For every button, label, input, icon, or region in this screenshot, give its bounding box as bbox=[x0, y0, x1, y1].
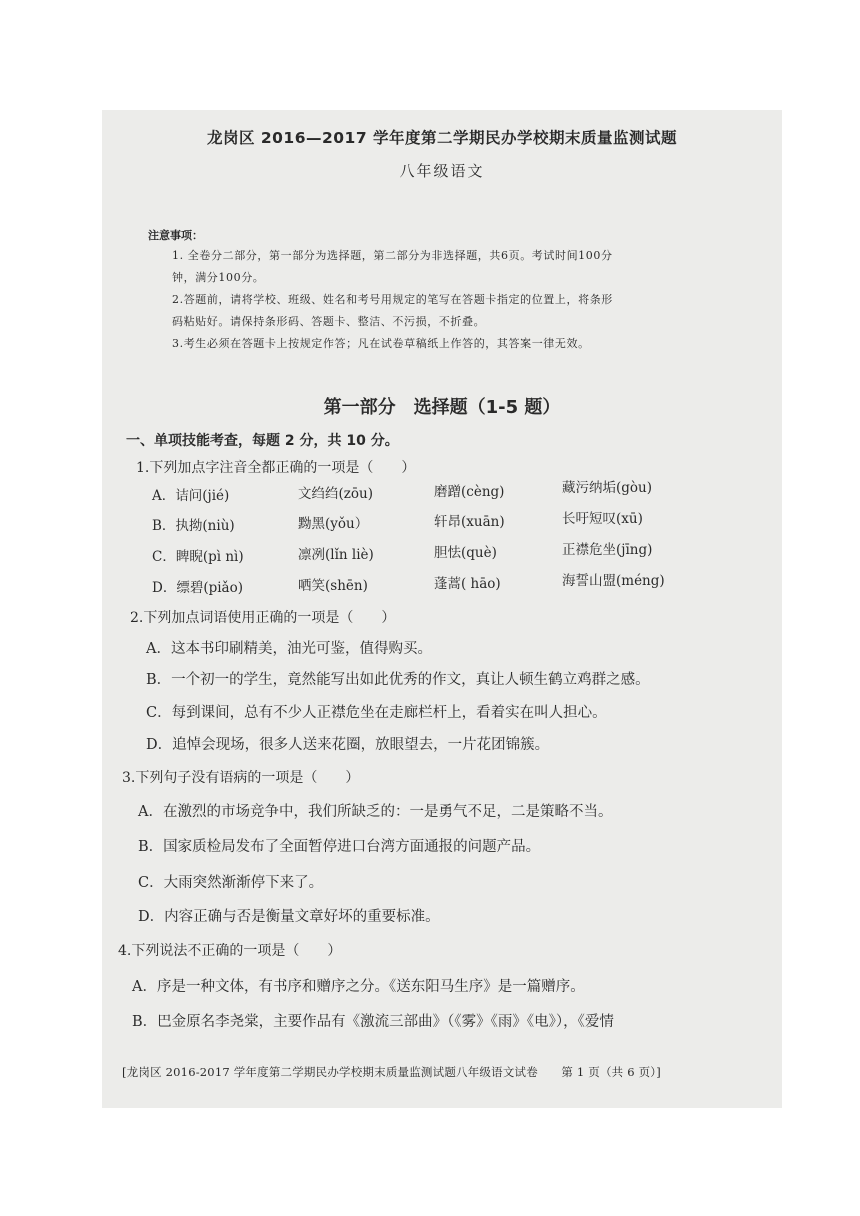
q1-option-cell: 黝黑(yǒu） bbox=[298, 516, 369, 532]
q1-option-cell: 轩昂(xuān) bbox=[434, 514, 505, 530]
note-line: 2.答题前，请将学校、班级、姓名和考号用规定的笔写在答题卡指定的位置上，将条形 bbox=[172, 293, 613, 306]
note-line: 钟，满分100分。 bbox=[172, 271, 265, 284]
exam-title: 龙岗区 2016—2017 学年度第二学期民办学校期末质量监测试题 bbox=[206, 129, 678, 147]
q1-option-cell: 文绉绉(zōu) bbox=[298, 486, 373, 502]
q1-option-cell: A．诘问(jié) bbox=[152, 488, 230, 504]
q2-option: D．追悼会现场，很多人送来花圈，放眼望去，一片花团锦簇。 bbox=[146, 737, 550, 753]
q1-option-cell: 蓬蒿( hāo) bbox=[434, 576, 501, 592]
question-3-stem: 3.下列句子没有语病的一项是（ ） bbox=[122, 770, 360, 786]
section-title: 一、单项技能考查，每题 2 分，共 10 分。 bbox=[126, 433, 399, 449]
note-line: 码粘贴好。请保持条形码、答题卡、整洁、不污损，不折叠。 bbox=[172, 315, 486, 328]
q1-option-cell: 凛冽(lǐn liè) bbox=[298, 547, 374, 563]
exam-subtitle: 八年级语文 bbox=[399, 162, 485, 180]
question-1-stem: 1.下列加点字注音全都正确的一项是（ ） bbox=[136, 460, 416, 476]
q1-option-cell: 藏污纳垢(gòu) bbox=[562, 480, 652, 496]
q3-option: C．大雨突然渐渐停下来了。 bbox=[138, 875, 324, 891]
page-footer: [龙岗区 2016-2017 学年度第二学期民办学校期末质量监测试题八年级语文试卷 第 1 页（共 6 页）] bbox=[122, 1065, 661, 1079]
note-line: 1. 全卷分二部分，第一部分为选择题，第二部分为非选择题，共6页。考试时间100分 bbox=[172, 249, 613, 262]
q1-option-cell: C．睥睨(pì nì) bbox=[152, 549, 244, 565]
q4-option: A．序是一种文体，有书序和赠序之分。《送东阳马生序》是一篇赠序。 bbox=[132, 979, 585, 995]
q1-option-cell: 磨蹭(cèng) bbox=[434, 484, 505, 500]
q1-option-cell: 海誓山盟(méng) bbox=[562, 573, 665, 589]
q1-option-cell: 胆怯(què) bbox=[434, 545, 497, 561]
exam-page bbox=[102, 110, 782, 1108]
question-4-stem: 4.下列说法不正确的一项是（ ） bbox=[118, 943, 342, 959]
q4-option: B．巴金原名李尧棠，主要作品有《激流三部曲》（《雾》《雨》《电》），《爱情 bbox=[132, 1014, 614, 1030]
q1-option-cell: B．执拗(niù) bbox=[152, 518, 235, 534]
q1-option-cell: 哂笑(shēn) bbox=[298, 578, 368, 594]
q2-option: A．这本书印刷精美，油光可鉴，值得购买。 bbox=[146, 641, 432, 657]
q2-option: B．一个初一的学生，竟然能写出如此优秀的作文，真让人顿生鹤立鸡群之感。 bbox=[146, 672, 650, 688]
note-line: 3.考生必须在答题卡上按规定作答；凡在试卷草稿纸上作答的，其答案一律无效。 bbox=[172, 337, 590, 350]
q3-option: A．在激烈的市场竞争中，我们所缺乏的：一是勇气不足，二是策略不当。 bbox=[138, 804, 613, 820]
question-2-stem: 2.下列加点词语使用正确的一项是（ ） bbox=[130, 610, 396, 626]
q3-option: B．国家质检局发布了全面暂停进口台湾方面通报的问题产品。 bbox=[138, 839, 541, 855]
q1-option-cell: D．缥碧(piǎo) bbox=[152, 580, 243, 596]
q2-option: C．每到课间，总有不少人正襟危坐在走廊栏杆上，看着实在叫人担心。 bbox=[146, 705, 607, 721]
q1-option-cell: 正襟危坐(jīng) bbox=[562, 542, 653, 558]
part-title: 第一部分 选择题（1-5 题） bbox=[323, 397, 561, 418]
q1-option-cell: 长吁短叹(xū) bbox=[562, 511, 643, 527]
notes-heading: 注意事项： bbox=[148, 229, 203, 242]
q3-option: D．内容正确与否是衡量文章好坏的重要标准。 bbox=[138, 909, 440, 925]
